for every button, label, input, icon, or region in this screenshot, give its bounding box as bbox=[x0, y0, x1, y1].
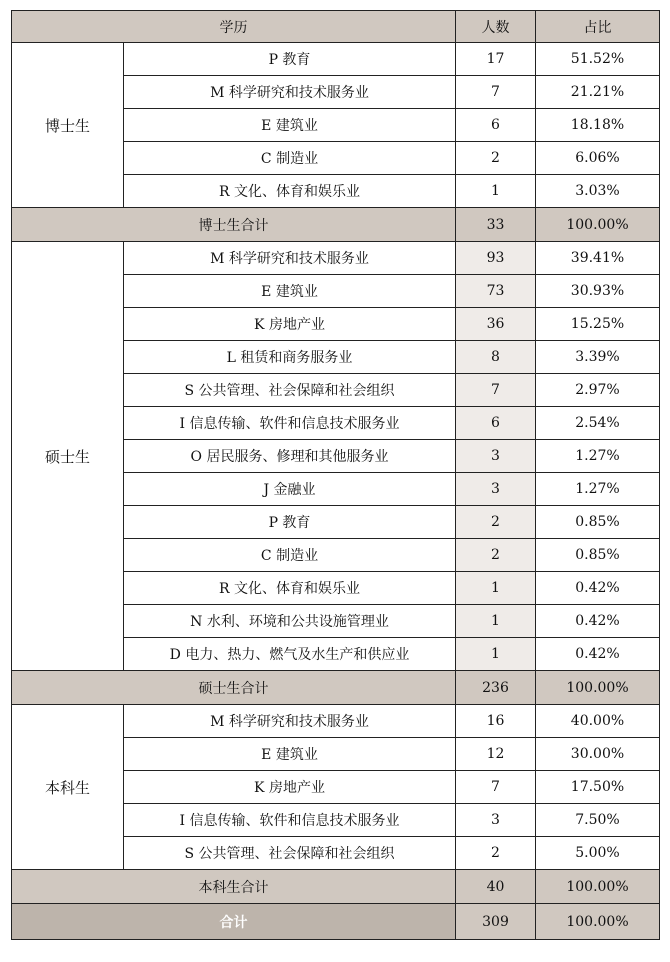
share-cell: 39.41% bbox=[536, 242, 660, 275]
subtotal-label: 硕士生合计 bbox=[12, 671, 456, 705]
industry-cell: K 房地产业 bbox=[124, 771, 456, 804]
industry-cell: E 建筑业 bbox=[124, 109, 456, 142]
share-cell: 5.00% bbox=[536, 837, 660, 870]
count-cell: 2 bbox=[456, 539, 536, 572]
industry-cell: N 水利、环境和公共设施管理业 bbox=[124, 605, 456, 638]
share-cell: 0.85% bbox=[536, 506, 660, 539]
table-row bbox=[12, 43, 660, 76]
subtotal-label: 本科生合计 bbox=[12, 870, 456, 904]
industry-cell: C 制造业 bbox=[124, 539, 456, 572]
grand-total-label: 合计 bbox=[12, 904, 456, 940]
subtotal-row bbox=[12, 671, 660, 705]
count-cell: 93 bbox=[456, 242, 536, 275]
industry-cell: E 建筑业 bbox=[124, 738, 456, 771]
industry-cell: S 公共管理、社会保障和社会组织 bbox=[124, 374, 456, 407]
count-cell: 12 bbox=[456, 738, 536, 771]
count-cell: 3 bbox=[456, 440, 536, 473]
table-row bbox=[12, 242, 660, 275]
subtotal-count: 33 bbox=[456, 208, 536, 242]
industry-cell: D 电力、热力、燃气及水生产和供应业 bbox=[124, 638, 456, 671]
header-count: 人数 bbox=[456, 11, 536, 43]
count-cell: 2 bbox=[456, 142, 536, 175]
group-label: 硕士生 bbox=[12, 242, 124, 671]
share-cell: 1.27% bbox=[536, 440, 660, 473]
share-cell: 1.27% bbox=[536, 473, 660, 506]
industry-cell: J 金融业 bbox=[124, 473, 456, 506]
count-cell: 3 bbox=[456, 473, 536, 506]
grand-total-row bbox=[12, 904, 660, 940]
grand-total-share: 100.00% bbox=[536, 904, 660, 940]
share-cell: 0.85% bbox=[536, 539, 660, 572]
industry-cell: I 信息传输、软件和信息技术服务业 bbox=[124, 407, 456, 440]
share-cell: 18.18% bbox=[536, 109, 660, 142]
industry-cell: E 建筑业 bbox=[124, 275, 456, 308]
share-cell: 7.50% bbox=[536, 804, 660, 837]
share-cell: 0.42% bbox=[536, 572, 660, 605]
count-cell: 1 bbox=[456, 638, 536, 671]
share-cell: 17.50% bbox=[536, 771, 660, 804]
count-cell: 1 bbox=[456, 572, 536, 605]
count-cell: 6 bbox=[456, 407, 536, 440]
industry-cell: P 教育 bbox=[124, 506, 456, 539]
industry-cell: S 公共管理、社会保障和社会组织 bbox=[124, 837, 456, 870]
header-share: 占比 bbox=[536, 11, 660, 43]
subtotal-label: 博士生合计 bbox=[12, 208, 456, 242]
share-cell: 40.00% bbox=[536, 705, 660, 738]
share-cell: 0.42% bbox=[536, 605, 660, 638]
share-cell: 21.21% bbox=[536, 76, 660, 109]
share-cell: 51.52% bbox=[536, 43, 660, 76]
industry-cell: L 租赁和商务服务业 bbox=[124, 341, 456, 374]
group-label: 博士生 bbox=[12, 43, 124, 208]
count-cell: 8 bbox=[456, 341, 536, 374]
subtotal-count: 236 bbox=[456, 671, 536, 705]
table-row bbox=[12, 705, 660, 738]
industry-cell: R 文化、体育和娱乐业 bbox=[124, 175, 456, 208]
employment-industry-table bbox=[11, 10, 660, 940]
subtotal-share: 100.00% bbox=[536, 870, 660, 904]
header-education: 学历 bbox=[12, 11, 456, 43]
count-cell: 1 bbox=[456, 605, 536, 638]
share-cell: 3.39% bbox=[536, 341, 660, 374]
subtotal-share: 100.00% bbox=[536, 671, 660, 705]
share-cell: 30.00% bbox=[536, 738, 660, 771]
count-cell: 16 bbox=[456, 705, 536, 738]
industry-cell: C 制造业 bbox=[124, 142, 456, 175]
count-cell: 7 bbox=[456, 76, 536, 109]
share-cell: 6.06% bbox=[536, 142, 660, 175]
subtotal-row bbox=[12, 870, 660, 904]
industry-cell: K 房地产业 bbox=[124, 308, 456, 341]
industry-cell: O 居民服务、修理和其他服务业 bbox=[124, 440, 456, 473]
share-cell: 0.42% bbox=[536, 638, 660, 671]
industry-cell: I 信息传输、软件和信息技术服务业 bbox=[124, 804, 456, 837]
count-cell: 17 bbox=[456, 43, 536, 76]
industry-cell: P 教育 bbox=[124, 43, 456, 76]
subtotal-share: 100.00% bbox=[536, 208, 660, 242]
share-cell: 2.54% bbox=[536, 407, 660, 440]
subtotal-row bbox=[12, 208, 660, 242]
count-cell: 36 bbox=[456, 308, 536, 341]
share-cell: 30.93% bbox=[536, 275, 660, 308]
industry-cell: M 科学研究和技术服务业 bbox=[124, 705, 456, 738]
count-cell: 1 bbox=[456, 175, 536, 208]
count-cell: 3 bbox=[456, 804, 536, 837]
share-cell: 15.25% bbox=[536, 308, 660, 341]
share-cell: 2.97% bbox=[536, 374, 660, 407]
industry-cell: R 文化、体育和娱乐业 bbox=[124, 572, 456, 605]
table-header-row bbox=[12, 11, 660, 43]
count-cell: 2 bbox=[456, 506, 536, 539]
count-cell: 2 bbox=[456, 837, 536, 870]
grand-total-count: 309 bbox=[456, 904, 536, 940]
count-cell: 7 bbox=[456, 771, 536, 804]
group-label: 本科生 bbox=[12, 705, 124, 870]
count-cell: 73 bbox=[456, 275, 536, 308]
industry-cell: M 科学研究和技术服务业 bbox=[124, 76, 456, 109]
industry-cell: M 科学研究和技术服务业 bbox=[124, 242, 456, 275]
count-cell: 6 bbox=[456, 109, 536, 142]
subtotal-count: 40 bbox=[456, 870, 536, 904]
share-cell: 3.03% bbox=[536, 175, 660, 208]
count-cell: 7 bbox=[456, 374, 536, 407]
